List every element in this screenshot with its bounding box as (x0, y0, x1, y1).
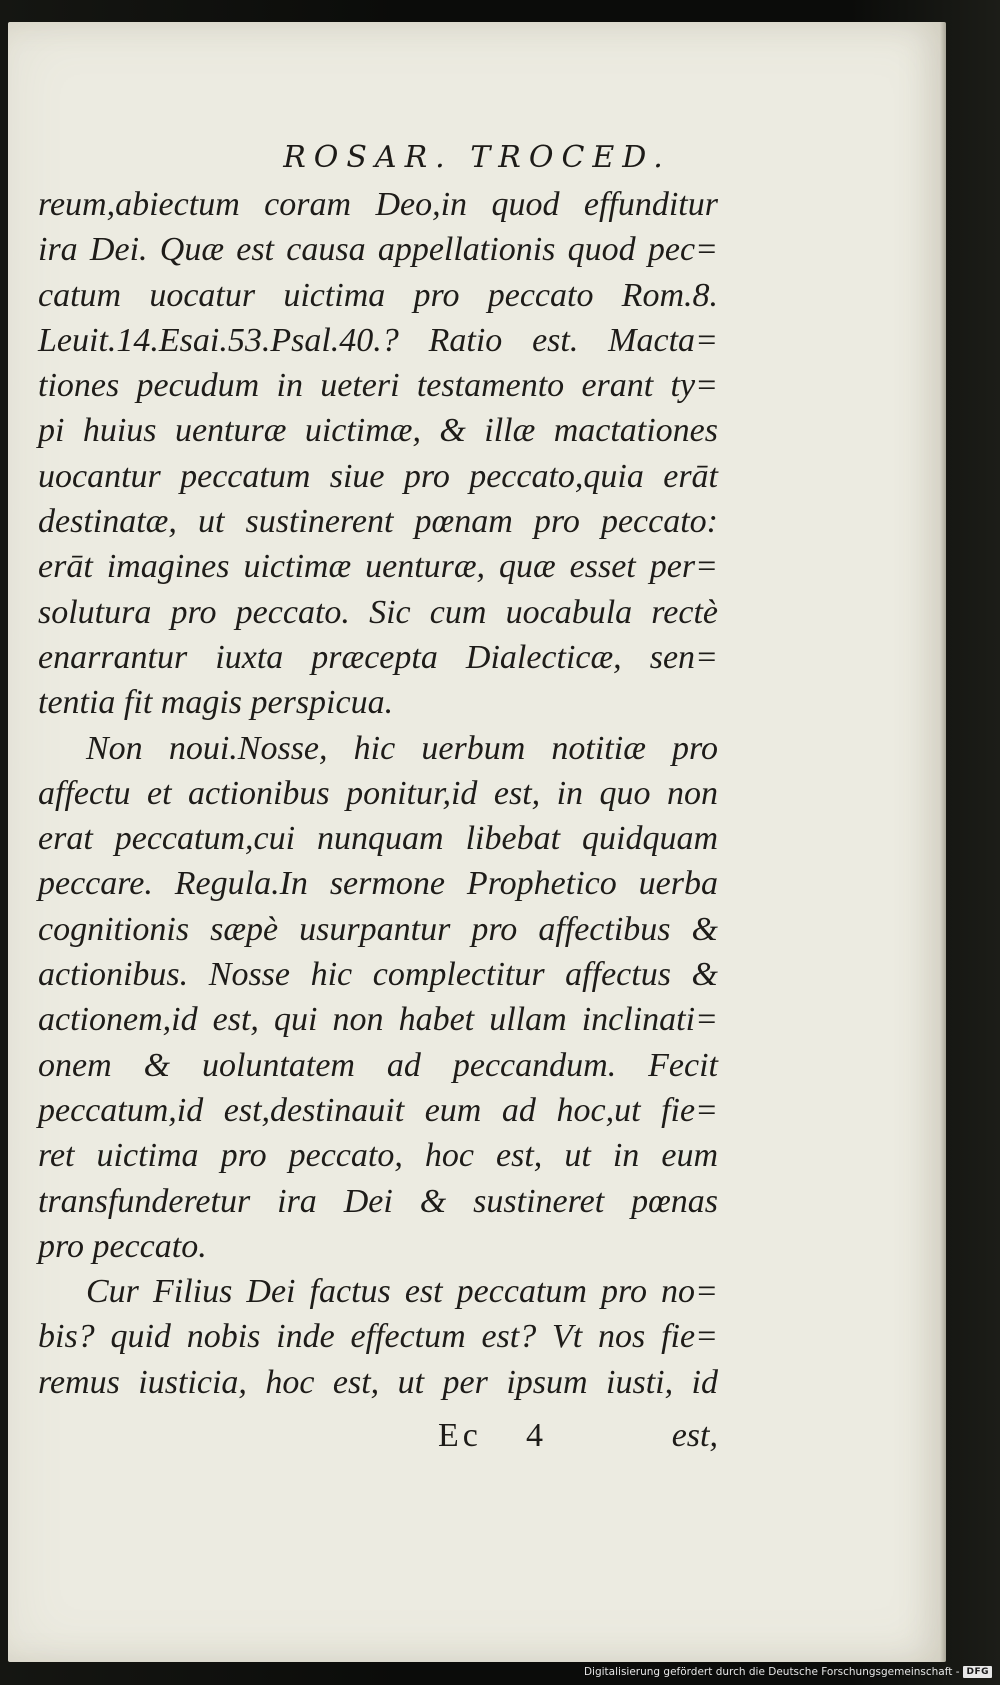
text-line: pi huius uenturæ uictimæ, & illæ mactationes (38, 412, 718, 450)
text-line: Cur Filius Dei factus est peccatum pro no= (86, 1273, 718, 1311)
text-line: remus iusticia, hoc est, ut per ipsum iusti, id (38, 1363, 718, 1401)
text-line: solutura pro peccato. Sic cum uocabula rectè (38, 593, 718, 631)
text-line: uocantur peccatum siue pro peccato,quia erāt (38, 457, 718, 495)
credit-text: Digitalisierung gefördert durch die Deutsche Forschungsgemeinschaft - (583, 1666, 960, 1678)
digitization-credit (584, 1663, 992, 1681)
text-line: actionem,id est, qui non habet ullam inclinati= (38, 1001, 718, 1039)
text-line: peccare. Regula.In sermone Prophetico uerba (38, 865, 718, 903)
signature-mark: Ec (438, 1417, 482, 1454)
text-line: destinatæ, ut sustinerent pœnam pro peccato: (38, 503, 718, 541)
text-line: onem & uoluntatem ad peccandum. Fecit (38, 1046, 718, 1084)
text-line: erat peccatum,cui nunquam libebat quidquam (38, 820, 718, 858)
text-line: affectu et actionibus ponitur,id est, in quo non (38, 774, 718, 812)
text-line: cognitionis sæpè usurpantur pro affectibus & (38, 910, 718, 948)
text-line: catum uocatur uictima pro peccato Rom.8. (38, 276, 718, 314)
body-text (38, 182, 718, 1405)
text-line: Leuit.14.Esai.53.Psal.40.? Ratio est. Macta= (38, 321, 718, 359)
dfg-logo: DFG (963, 1666, 992, 1678)
page-edge-shadow (940, 22, 946, 1662)
text-line: reum,abiectum coram Deo,in quod effunditur (38, 186, 718, 223)
running-head: ROSAR. TROCED. (283, 140, 671, 175)
catchword: est, (671, 1417, 718, 1454)
text-line: ret uictima pro peccato, hoc est, ut in eum (38, 1137, 718, 1175)
text-line: actionibus. Nosse hic complectitur affectus & (38, 956, 718, 994)
text-line: Non noui.Nosse, hic uerbum notitiæ pro (86, 729, 718, 767)
text-line: ira Dei. Quæ est causa appellationis quod pec= (38, 231, 718, 269)
text-line: pro peccato. (38, 1227, 207, 1265)
text-line: tiones pecudum in ueteri testamento erant ty= (38, 367, 718, 405)
text-line: bis? quid nobis inde effectum est? Vt nos fie= (38, 1318, 718, 1356)
signature-number: 4 (526, 1417, 543, 1454)
text-line: transfunderetur ira Dei & sustineret pœnas (38, 1182, 718, 1220)
text-line: peccatum,id est,destinauit eum ad hoc,ut fie= (38, 1091, 718, 1129)
book-page (8, 22, 946, 1662)
text-line: enarrantur iuxta præcepta Dialecticæ, sen= (38, 638, 718, 676)
text-line: erāt imagines uictimæ uenturæ, quæ esset per= (38, 548, 718, 586)
page-footer (38, 1417, 718, 1467)
text-line: tentia fit magis perspicua. (38, 684, 394, 722)
